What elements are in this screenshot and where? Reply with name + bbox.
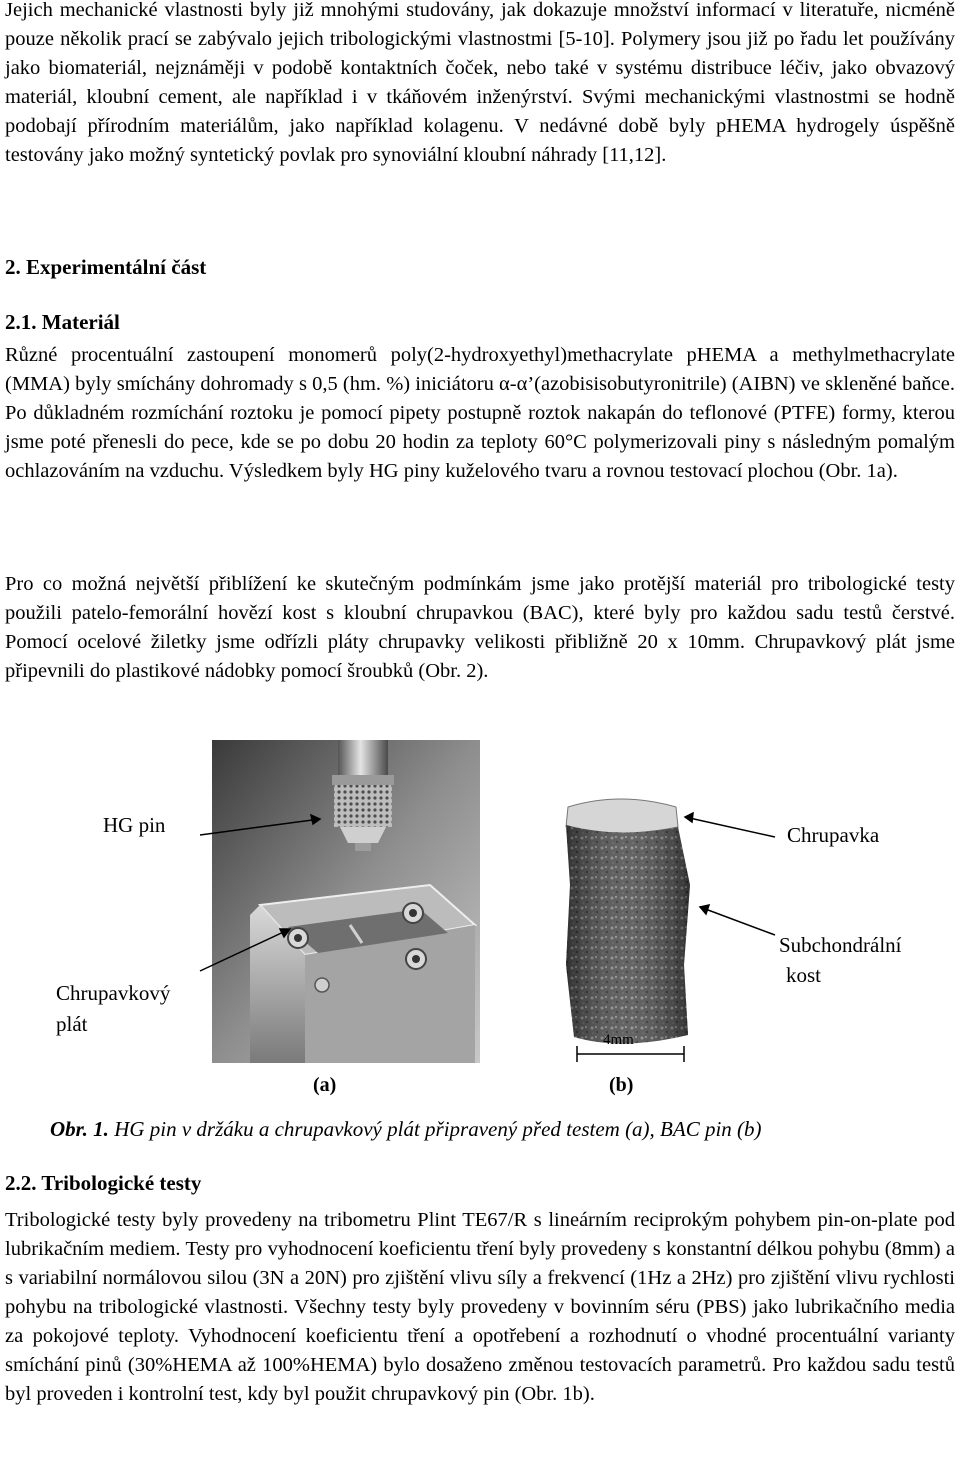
label-chrupavka: Chrupavka xyxy=(787,823,880,847)
photo-a xyxy=(212,740,480,1063)
label-subchondralni-line1: Subchondrální xyxy=(779,933,902,957)
label-subchondralni-line2: kost xyxy=(786,963,822,987)
figure-caption xyxy=(50,1117,762,1142)
section-2-1-heading: 2.1. Materiál xyxy=(5,310,120,334)
photo-b xyxy=(566,799,690,1044)
label-hg-pin: HG pin xyxy=(103,813,166,837)
panel-b-label: (b) xyxy=(609,1074,634,1096)
material-paragraph-2: Pro co možná největší přiblížení ke skutečným podmínkám jsme jako protější materiál pro tribologické testy použili patelo-femorální hovězí kost s kloubní chrupavkou (BAC), které byly pro každou sadu testů čerstvé. Pomocí ocelové žiletky jsme odřízli pláty chrupavky velikosti přibližně 20 x 10mm. Chrupavkový plát jsme připevnili do plastikové nádobky pomocí šroubků (Obr. 2). xyxy=(5,573,955,682)
scale-label: 4mm xyxy=(603,1032,634,1048)
tribology-paragraph: Tribologické testy byly provedeny na tribometru Plint TE67/R s lineárním reciprokým pohybem pin-on-plate pod lubrikačním mediem. Testy pro vyhodnocení koeficientu tření byly provedeny s konstantní délkou pohybu (8mm) a s variabilní normálovou silou (3N a 20N) pro zjištění vlivu síly a frekvencí (1Hz a 2Hz) pro zjištění vlivu rychlosti pohybu na tribologické vlastnosti. Všechny testy byly provedeny v bovinním séru (PBS) jako lubrikačního media za pokojové teploty. Vyhodnocení koeficientu tření a opotřebení a rozhodnutí o vhodné procentuální varianty smíchání pinů (30%HEMA až 100%HEMA) bylo dosaženo změnou testovacích parametrů. Pro každou sadu testů byl proveden i kontrolní test, kdy byl použit chrupavkový pin (Obr. 1b). xyxy=(5,1209,955,1405)
section-2-heading: 2. Experimentální část xyxy=(5,255,207,279)
figure-1-photos xyxy=(0,735,960,1115)
label-chrupavkovy-line2: plát xyxy=(56,1012,88,1036)
intro-paragraph: Jejich mechanické vlastnosti byly již mnohými studovány, jak dokazuje množství informací v literatuře, nicméně pouze několik prací se zabývalo jejich tribologickými vlastnostmi [5-10]. Polymery jsou již po řadu let používány jako biomateriál, nejznáměji v podobě kontaktních čoček, nebo také v systému distribuce léčiv, jako obvazový materiál, kloubní cement, ale například i v tkáňovém inženýrství. Svými mechanickými vlastnostmi se hodně podobají přírodním materiálům, jako například kolagenu. V nedávné době byly pHEMA hydrogely úspěšně testovány jako možný syntetický povlak pro synoviální kloubní náhrady [11,12]. xyxy=(5,0,955,166)
caption-text: HG pin v držáku a chrupavkový plát připravený před testem (a), BAC pin (b) xyxy=(114,1117,762,1141)
label-chrupavkovy-line1: Chrupavkový xyxy=(56,981,171,1005)
material-paragraph-1: Různé procentuální zastoupení monomerů poly(2-hydroxyethyl)methacrylate pHEMA a methylmethacrylate (MMA) byly smíchány dohromady s 0,5 (hm. %) iniciátoru α-α’(azobisisobutyronitrile) (AIBN) ve skleněné baňce. Po důkladném rozmíchání roztoku je pomocí pipety postupně roztok nakapán do teflonové (PTFE) formy, kterou jsme poté přenesli do pece, kde se po dobu 20 hodin za teploty 60°C polymerizovali piny s následným pomalým ochlazováním na vzduchu. Výsledkem byly HG piny kuželového tvaru a rovnou testovací plochou (Obr. 1a). xyxy=(5,344,955,482)
section-2-2-heading: 2.2. Tribologické testy xyxy=(5,1171,202,1195)
caption-number: Obr. 1. xyxy=(50,1117,109,1141)
panel-a-label: (a) xyxy=(313,1074,337,1096)
figure-1 xyxy=(0,735,960,1115)
